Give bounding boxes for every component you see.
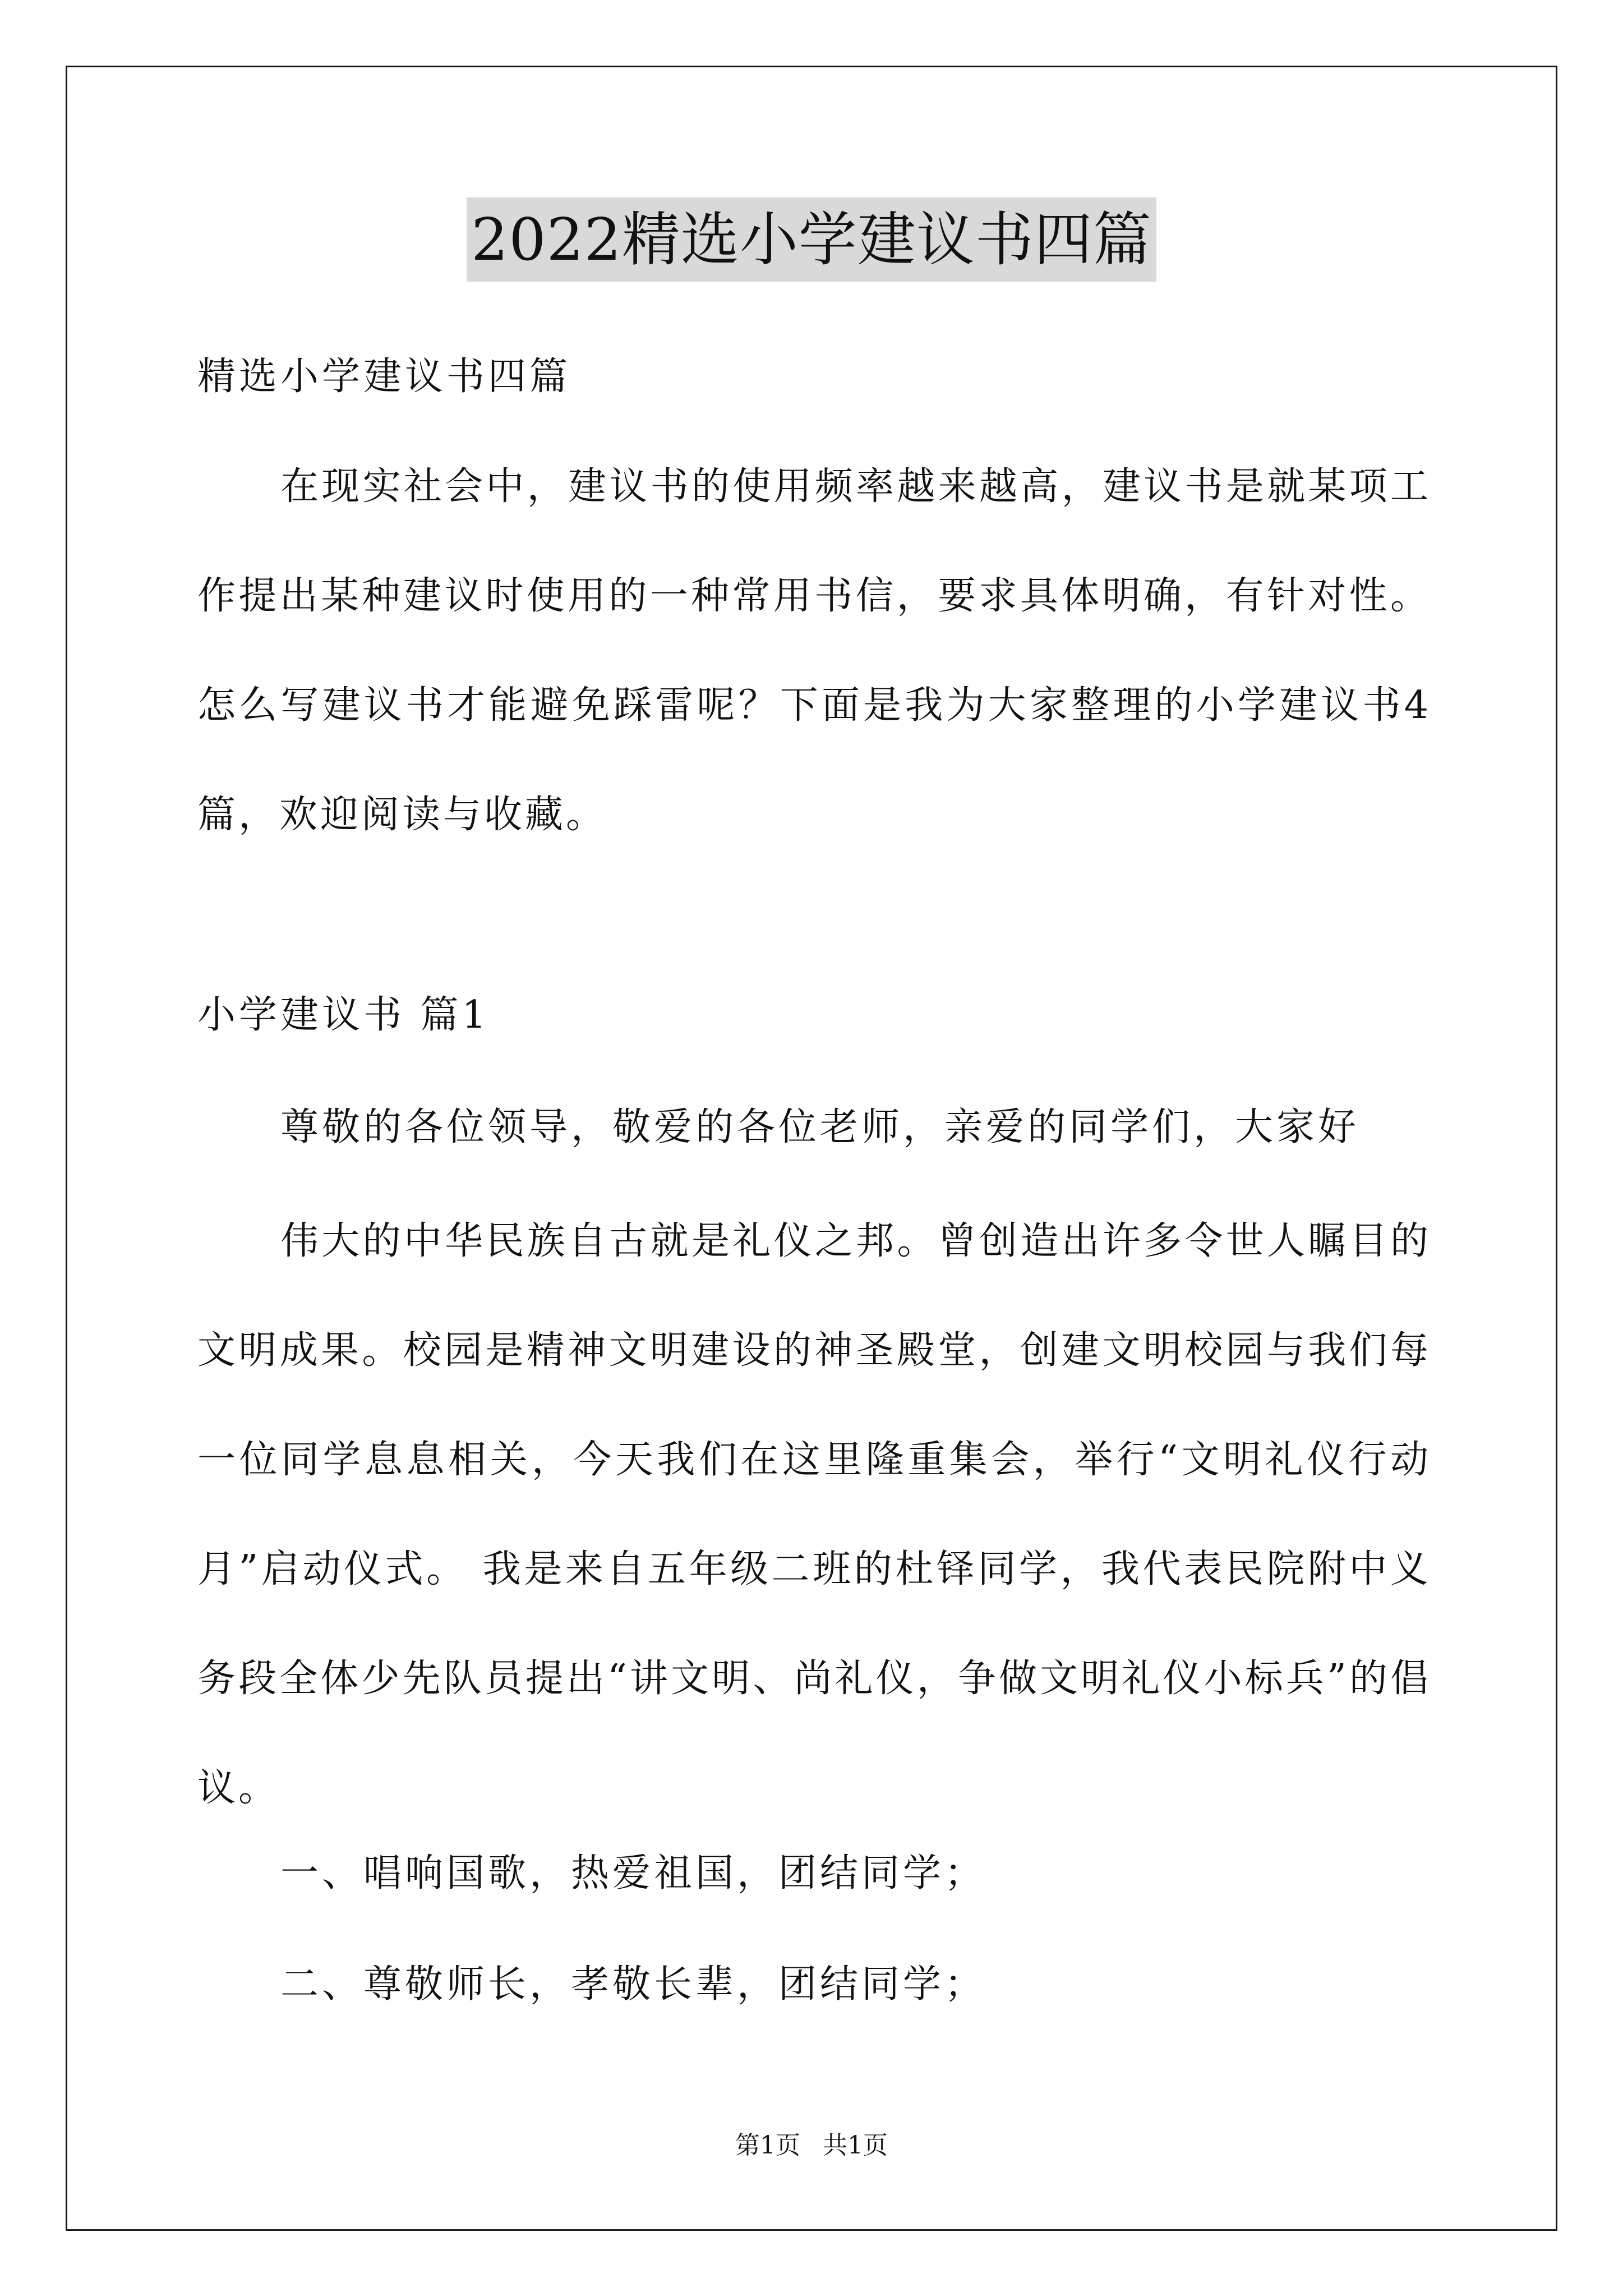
document-subtitle: 精选小学建议书四篇 [197,355,571,399]
page-number: 第1页 [735,2131,800,2160]
page-total: 共1页 [823,2131,888,2160]
section-heading: 小学建议书 篇1 [197,993,490,1037]
title-container [0,197,1623,282]
intro-paragraph: 在现实社会中，建议书的使用频率越来越高，建议书是就某项工作提出某种建议时使用的一种常用书信，要求具体明确，有针对性。怎么写建议书才能避免踩雷呢？下面是我为大家整理的小学建议书4篇，欢迎阅读与收藏。 [197,464,1431,837]
document-title: 2022精选小学建议书四篇 [467,197,1156,282]
list-item-1: 一、唱响国歌，热爱祖国，团结同学； [280,1851,986,1895]
greeting-line: 尊敬的各位领导，敬爱的各位老师，亲爱的同学们，大家好 [280,1105,1360,1149]
page-footer [0,2129,1623,2162]
body-paragraph-1: 伟大的中华民族自古就是礼仪之邦。曾创造出许多令世人瞩目的文明成果。校园是精神文明建设的神圣殿堂，创建文明校园与我们每一位同学息息相关，今天我们在这里隆重集会，举行“文明礼仪行动月”启动仪式。 我是来自五年级二班的杜铎同学，我代表民院附中义务段全体少先队员提出“讲文明、尚礼仪，争做文明礼仪小标兵”的倡议。 [197,1219,1431,1810]
list-item-2: 二、尊敬师长，孝敬长辈，团结同学； [280,1962,986,2007]
